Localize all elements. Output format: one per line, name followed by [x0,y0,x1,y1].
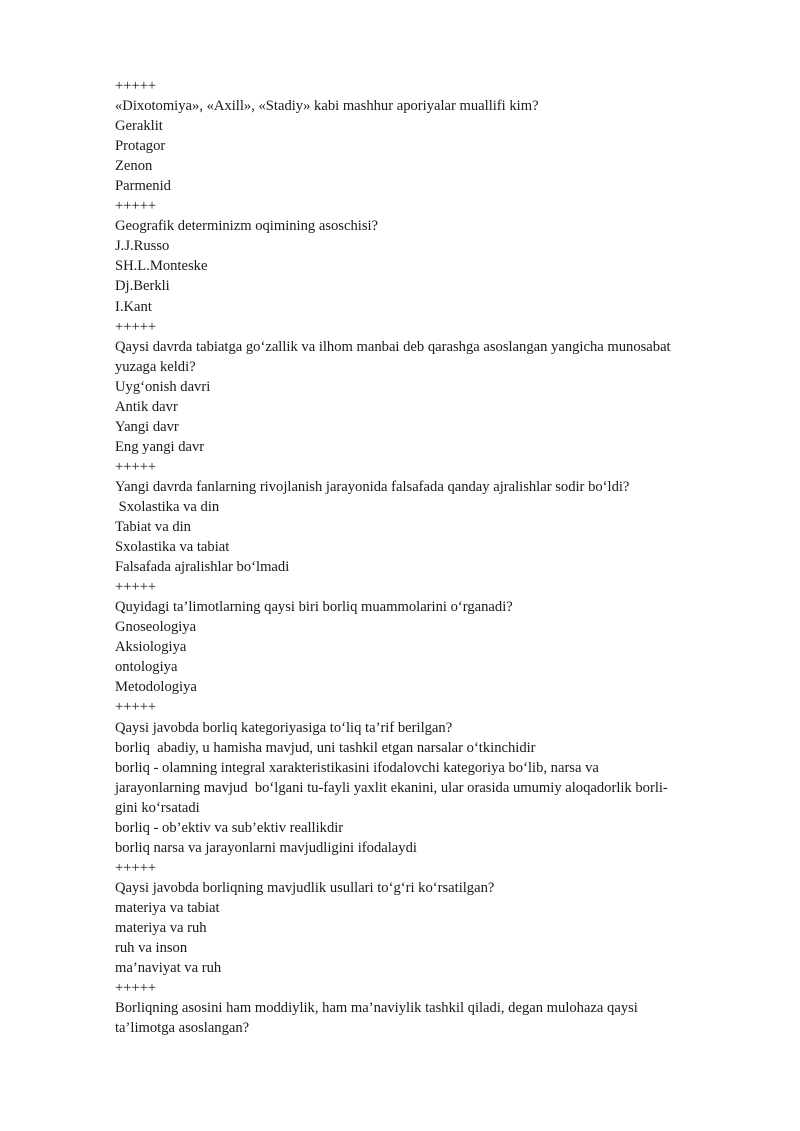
separator-line: +++++ [115,458,157,475]
text-line: Qaysi davrda tabiatga go‘zallik va ilhom manbai deb qarashga asoslangan yangicha munosabat [115,338,671,355]
text-line: Sxolastika va tabiat [115,539,230,556]
separator-line: +++++ [115,859,157,876]
document-text [115,76,735,1038]
text-line: Falsafada ajralishlar bo‘lmadi [115,559,290,576]
text-line: borliq - olamning integral xarakteristikasini ifodalovchi kategoriya bo‘lib, narsa va [115,759,599,776]
text-line: Sxolastika va din [115,498,220,515]
text-line: Qaysi javobda borliq kategoriyasiga to‘liq ta’rif berilgan? [115,719,453,736]
text-line: Yangi davr [115,418,179,435]
text-line: ontologiya [115,659,178,676]
separator-line: +++++ [115,198,157,215]
text-line: borliq narsa va jarayonlarni mavjudligini ifodalaydi [115,839,417,856]
separator-line: +++++ [115,78,157,94]
text-line: borliq abadiy, u hamisha mavjud, uni tashkil etgan narsalar o‘tkinchidir [115,739,536,756]
text-line: borliq - ob’ektiv va sub’ektiv reallikdir [115,819,344,836]
text-line: Metodologiya [115,679,197,696]
separator-line: +++++ [115,318,157,335]
text-line: Antik davr [115,398,178,415]
text-line: Geografik determinizm oqimining asoschisi? [115,218,379,235]
text-line: Zenon [115,158,153,175]
text-line: «Dixotomiya», «Axill», «Stadiy» kabi mashhur aporiyalar muallifi kim? [115,98,539,115]
text-line: Borliqning asosini ham moddiylik, ham ma’naviylik tashkil qiladi, degan mulohaza qaysi [115,1000,638,1017]
separator-line: +++++ [115,980,157,997]
text-line: jarayonlarning mavjud bo‘lgani tu-fayli yaxlit ekanini, ular orasida umumiy aloqadorlik borli- [115,779,668,796]
text-line: Geraklit [115,118,163,135]
text-line: Aksiologiya [115,639,187,656]
text-line: yuzaga keldi? [115,358,196,375]
text-line: SH.L.Monteske [115,258,208,275]
text-line: Parmenid [115,178,171,195]
text-line: Qaysi javobda borliqning mavjudlik usullari to‘g‘ri ko‘rsatilgan? [115,879,495,896]
text-line: gini ko‘rsatadi [115,799,200,816]
text-line: Tabiat va din [115,519,191,536]
text-line: J.J.Russo [115,238,170,255]
text-line: Gnoseologiya [115,619,197,636]
text-line: Uyg‘onish davri [115,378,211,395]
text-line: I.Kant [115,298,152,315]
text-line: Dj.Berkli [115,278,170,295]
text-line: Protagor [115,138,166,155]
text-line: Yangi davrda fanlarning rivojlanish jarayonida falsafada qanday ajralishlar sodir bo‘ldi? [115,478,630,495]
text-line: materiya va ruh [115,919,207,936]
separator-line: +++++ [115,699,157,716]
text-line: ruh va inson [115,940,188,957]
separator-line: +++++ [115,579,157,596]
text-line: ma’naviyat va ruh [115,960,222,977]
text-line: Quyidagi ta’limotlarning qaysi biri borliq muammolarini o‘rganadi? [115,599,513,616]
text-line: ta’limotga asoslangan? [115,1020,250,1037]
text-line: materiya va tabiat [115,899,220,916]
text-line: Eng yangi davr [115,438,205,455]
